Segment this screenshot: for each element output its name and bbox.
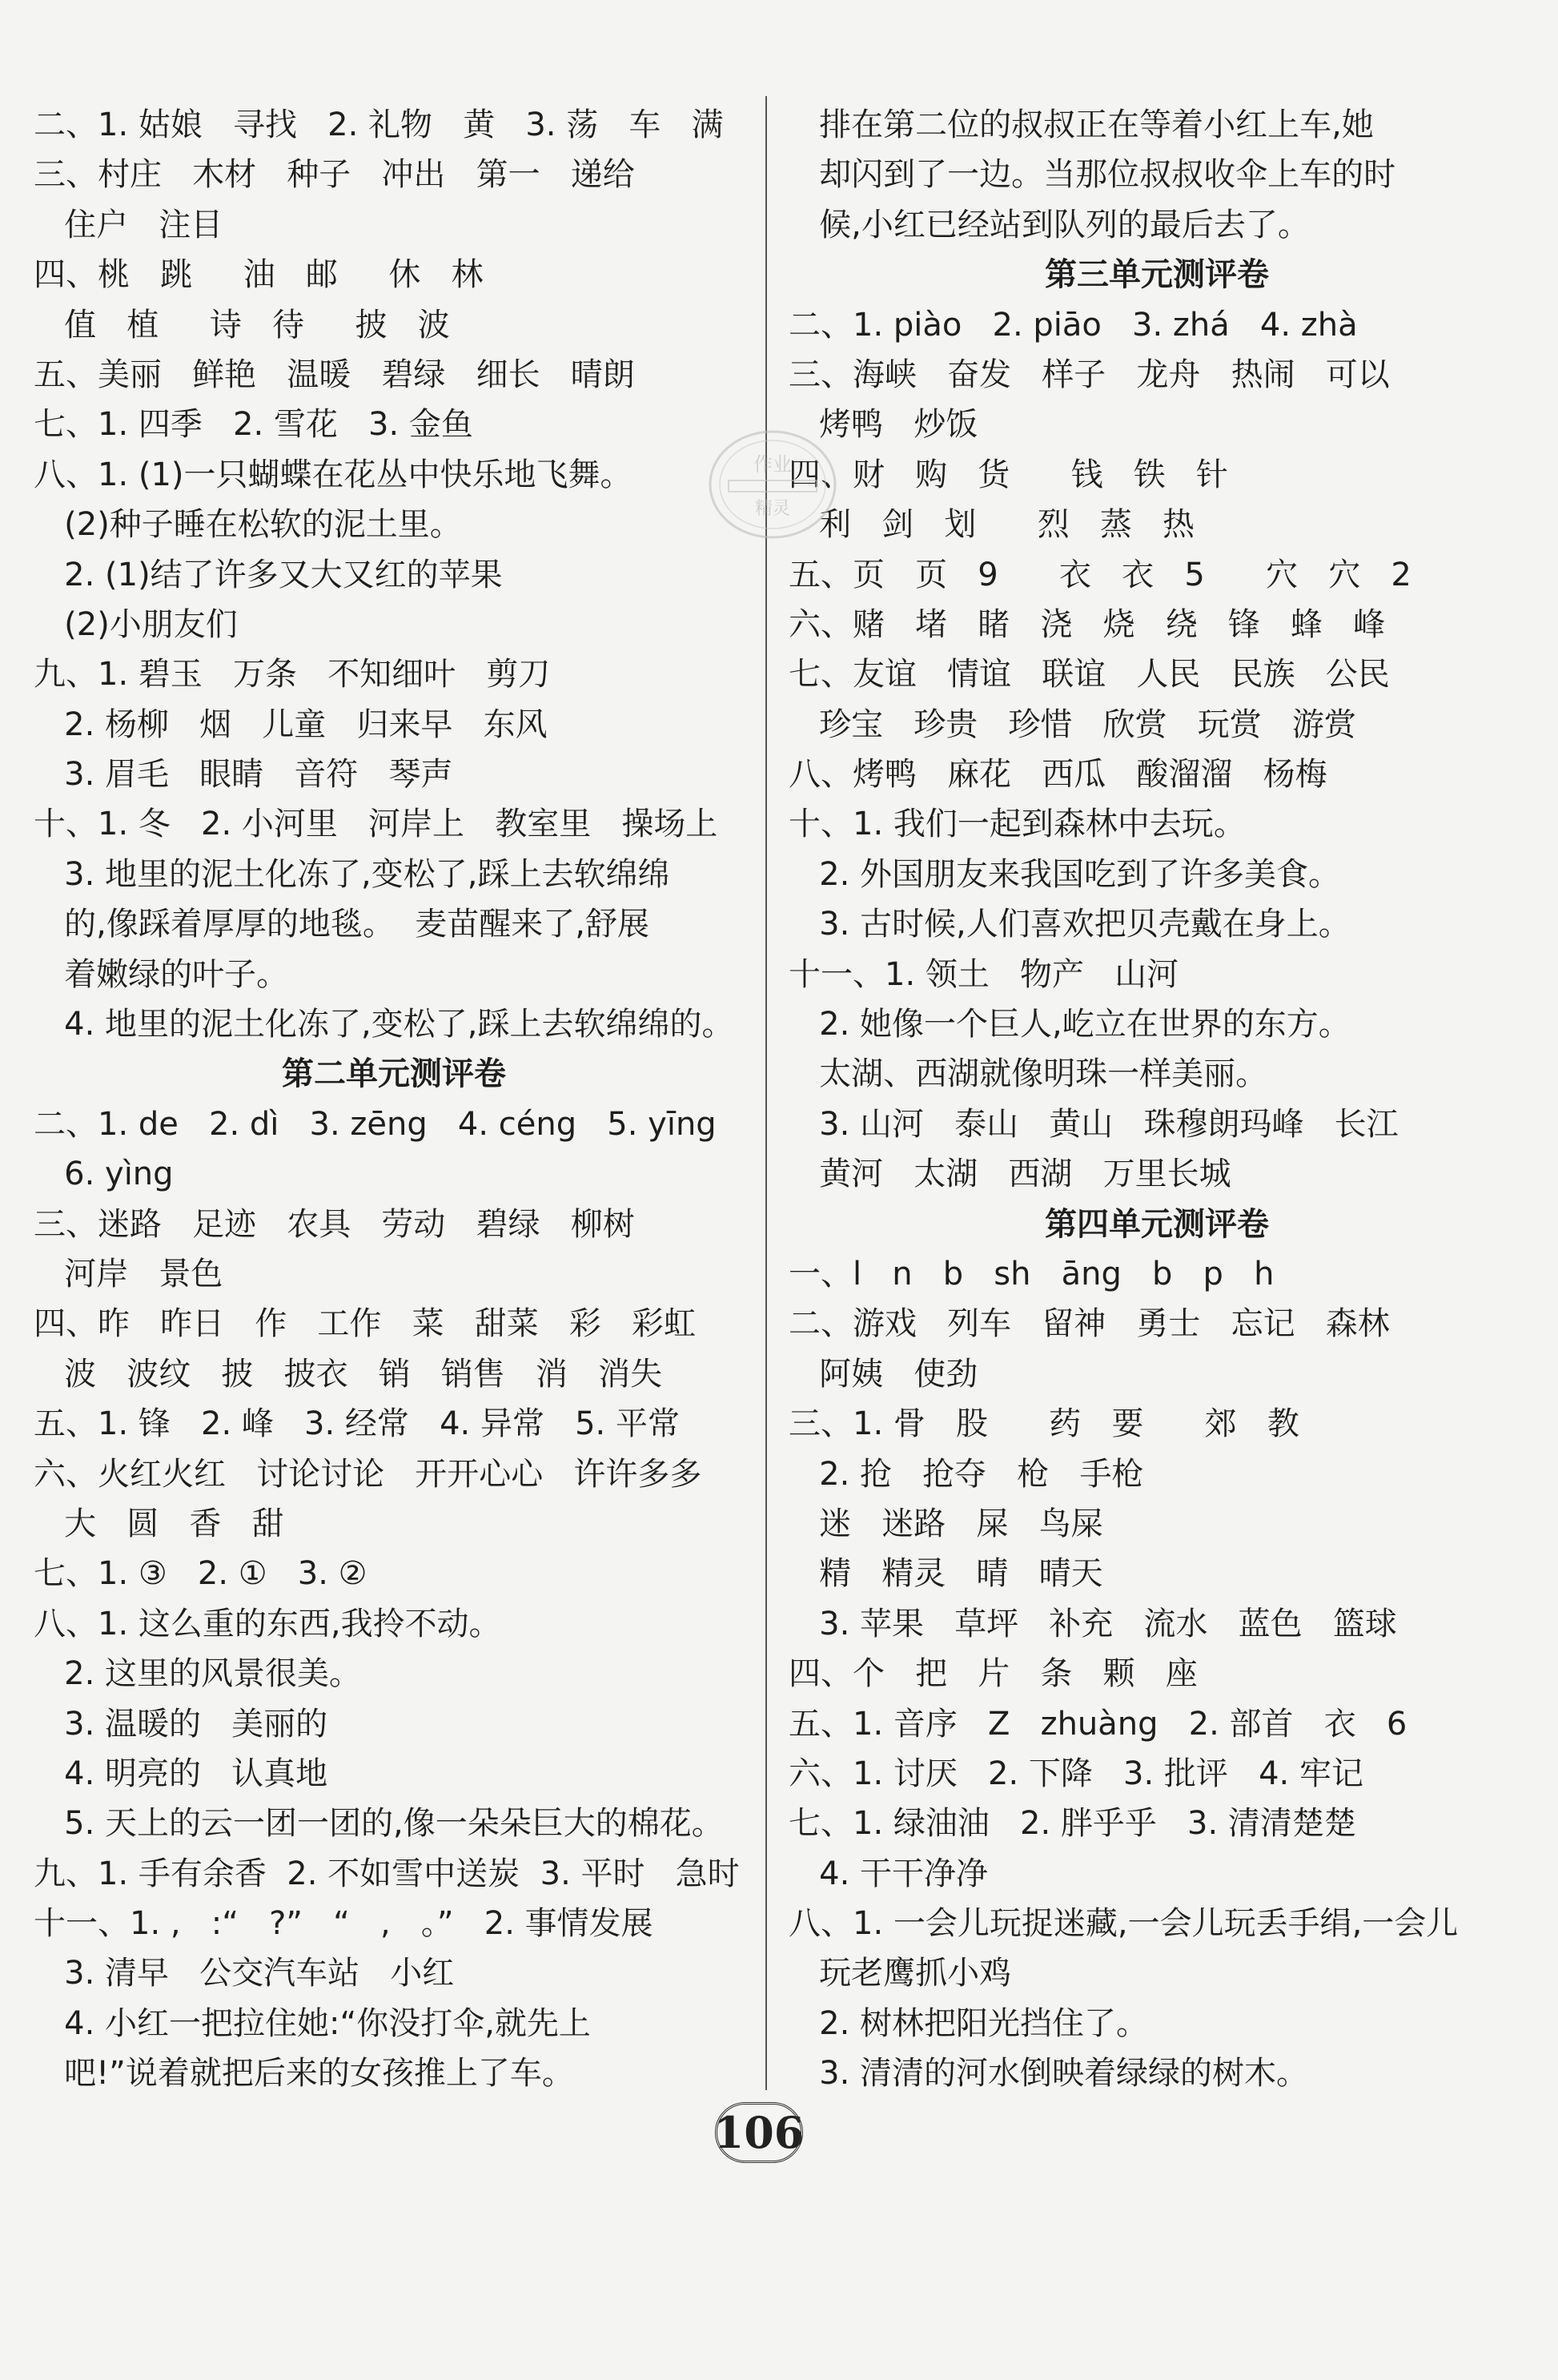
answer-line: 四、昨 昨日 作 工作 菜 甜菜 彩 彩虹 <box>34 1305 697 1343</box>
answer-line: 太湖、西湖就像明珠一样美丽。 <box>789 1055 1268 1093</box>
answer-line: 5. 天上的云一团一团的,像一朵朵巨大的棉花。 <box>34 1805 724 1843</box>
answer-line: 3. 地里的泥土化冻了,变松了,踩上去软绵绵 <box>34 855 670 893</box>
answer-line: 六、赌 堵 睹 浇 烧 绕 锋 蜂 峰 <box>789 605 1386 643</box>
answer-line: 候,小红已经站到队列的最后去了。 <box>789 206 1310 243</box>
answer-line: 珍宝 珍贵 珍惜 欣赏 玩赏 游赏 <box>789 706 1356 743</box>
answer-line: (2)小朋友们 <box>34 605 238 643</box>
answer-line: 五、1. 锋 2. 峰 3. 经常 4. 异常 5. 平常 <box>34 1405 680 1443</box>
answer-line: 3. 清早 公交汽车站 小红 <box>34 1955 455 1992</box>
answer-line: 2. 这里的风景很美。 <box>34 1655 362 1693</box>
answer-line: 2. 抢 抢夺 枪 手枪 <box>789 1455 1144 1493</box>
answer-line: 五、页 页 9 衣 衣 5 穴 穴 2 <box>789 556 1411 593</box>
answer-line: 八、1. 这么重的东西,我拎不动。 <box>34 1605 501 1642</box>
answer-line: 2. (1)结了许多又大又红的苹果 <box>34 556 503 593</box>
section-heading: 第四单元测评卷 <box>1045 1205 1269 1243</box>
answer-line: 七、1. 四季 2. 雪花 3. 金鱼 <box>34 406 473 444</box>
answer-line: 3. 清清的河水倒映着绿绿的树木。 <box>789 2055 1309 2093</box>
answer-line: 八、烤鸭 麻花 西瓜 酸溜溜 杨梅 <box>789 756 1327 794</box>
answer-line: 五、1. 音序 Z zhuàng 2. 部首 衣 6 <box>789 1705 1407 1743</box>
right-column <box>789 100 1525 2099</box>
answer-line: 二、1. piào 2. piāo 3. zhá 4. zhà <box>789 306 1358 344</box>
answer-line: 十、1. 我们一起到森林中去玩。 <box>789 806 1246 843</box>
answer-line: 迷 迷路 屎 鸟屎 <box>789 1505 1103 1542</box>
answer-line: 3. 苹果 草坪 补充 流水 蓝色 篮球 <box>789 1605 1397 1642</box>
answer-line: 精 精灵 晴 晴天 <box>789 1555 1103 1593</box>
answer-line: 值 植 诗 待 披 波 <box>34 306 450 344</box>
section-heading: 第二单元测评卷 <box>282 1055 506 1093</box>
answer-line: 3. 山河 泰山 黄山 珠穆朗玛峰 长江 <box>789 1105 1399 1143</box>
answer-line: 4. 干干净净 <box>789 1855 989 1892</box>
watermark-line1: 作业 <box>753 453 792 476</box>
answer-line: 六、1. 讨厌 2. 下降 3. 批评 4. 牢记 <box>789 1755 1363 1792</box>
answer-line: 三、村庄 木材 种子 冲出 第一 递给 <box>34 156 635 194</box>
left-column <box>34 100 754 2099</box>
answer-line: 阿姨 使劲 <box>789 1355 978 1393</box>
answer-line: 七、1. 绿油油 2. 胖乎乎 3. 清清楚楚 <box>789 1805 1356 1843</box>
answer-line: 八、1. (1)一只蝴蝶在花丛中快乐地飞舞。 <box>34 456 632 493</box>
page-number: 106 <box>715 2102 803 2163</box>
answer-line: 河岸 景色 <box>34 1255 223 1293</box>
answer-line: 七、友谊 情谊 联谊 人民 民族 公民 <box>789 656 1390 693</box>
answer-line: 烤鸭 炒饭 <box>789 406 978 444</box>
answer-line: 七、1. ③ 2. ① 3. ② <box>34 1555 367 1593</box>
answer-line: 四、个 把 片 条 颗 座 <box>789 1655 1198 1693</box>
answer-line: 6. yìng <box>34 1156 174 1193</box>
answer-line: 五、美丽 鲜艳 温暖 碧绿 细长 晴朗 <box>34 356 635 393</box>
answer-line: 二、游戏 列车 留神 勇士 忘记 森林 <box>789 1305 1390 1343</box>
answer-line: 四、桃 跳 油 邮 休 林 <box>34 256 484 294</box>
answer-line: 着嫩绿的叶子。 <box>34 955 289 993</box>
answer-line: 的,像踩着厚厚的地毯。 麦苗醒来了,舒展 <box>34 906 650 943</box>
answer-line: 十、1. 冬 2. 小河里 河岸上 教室里 操场上 <box>34 806 718 843</box>
answer-line: 住户 注目 <box>34 206 223 243</box>
answer-line: 吧!”说着就把后来的女孩推上了车。 <box>34 2055 574 2093</box>
answer-line: 3. 温暖的 美丽的 <box>34 1705 328 1743</box>
answer-line: 4. 地里的泥土化冻了,变松了,踩上去软绵绵的。 <box>34 1006 734 1043</box>
answer-line: 大 圆 香 甜 <box>34 1505 284 1542</box>
answer-line: 十一、1. , :“ ?” “ , 。” 2. 事情发展 <box>34 1905 653 1943</box>
answer-line: 4. 明亮的 认真地 <box>34 1755 328 1792</box>
answer-line: 九、1. 手有余香 2. 不如雪中送炭 3. 平时 急时 <box>34 1855 740 1892</box>
answer-line: 2. 外国朋友来我国吃到了许多美食。 <box>789 855 1341 893</box>
answer-line: 2. 她像一个巨人,屹立在世界的东方。 <box>789 1006 1351 1043</box>
answer-line: 九、1. 碧玉 万条 不知细叶 剪刀 <box>34 656 551 693</box>
answer-line: 二、1. 姑娘 寻找 2. 礼物 黄 3. 荡 车 满 <box>34 107 724 143</box>
answer-line: 3. 眉毛 眼睛 音符 琴声 <box>34 756 453 794</box>
answer-line: 玩老鹰抓小鸡 <box>789 1955 1012 1992</box>
answer-line: 2. 树林把阳光挡住了。 <box>789 2004 1149 2042</box>
answer-line: 黄河 太湖 西湖 万里长城 <box>789 1156 1231 1193</box>
column-divider <box>765 96 767 2090</box>
answer-line: 三、1. 骨 股 药 要 郊 教 <box>789 1405 1299 1443</box>
answer-line: (2)种子睡在松软的泥土里。 <box>34 506 462 544</box>
answer-line: 四、财 购 货 钱 铁 针 <box>789 456 1228 493</box>
answer-line: 波 波纹 披 披衣 销 销售 消 消失 <box>34 1355 663 1393</box>
answer-line: 一、l n b sh āng b p h <box>789 1255 1275 1293</box>
answer-line: 却闪到了一边。当那位叔叔收伞上车的时 <box>789 156 1396 194</box>
watermark-line2: 精灵 <box>754 499 791 519</box>
answer-line: 3. 古时候,人们喜欢把贝壳戴在身上。 <box>789 906 1351 943</box>
answer-line: 三、海峡 奋发 样子 龙舟 热闹 可以 <box>789 356 1390 393</box>
answer-line: 二、1. de 2. dì 3. zēng 4. céng 5. yīng <box>34 1105 717 1143</box>
answer-line: 三、迷路 足迹 农具 劳动 碧绿 柳树 <box>34 1205 635 1243</box>
answer-line: 六、火红火红 讨论讨论 开开心心 许许多多 <box>34 1455 702 1493</box>
watermark-stamp-icon <box>705 424 841 545</box>
answer-line: 排在第二位的叔叔正在等着小红上车,她 <box>789 107 1374 143</box>
answer-line: 2. 杨柳 烟 儿童 归来早 东风 <box>34 706 548 743</box>
answer-line: 4. 小红一把拉住她:“你没打伞,就先上 <box>34 2004 591 2042</box>
answer-line: 十一、1. 领土 物产 山河 <box>789 955 1179 993</box>
answer-line: 八、1. 一会儿玩捉迷藏,一会儿玩丢手绢,一会儿 <box>789 1905 1459 1943</box>
answer-line: 利 剑 划 烈 蒸 热 <box>789 506 1195 544</box>
section-heading: 第三单元测评卷 <box>1045 256 1269 294</box>
